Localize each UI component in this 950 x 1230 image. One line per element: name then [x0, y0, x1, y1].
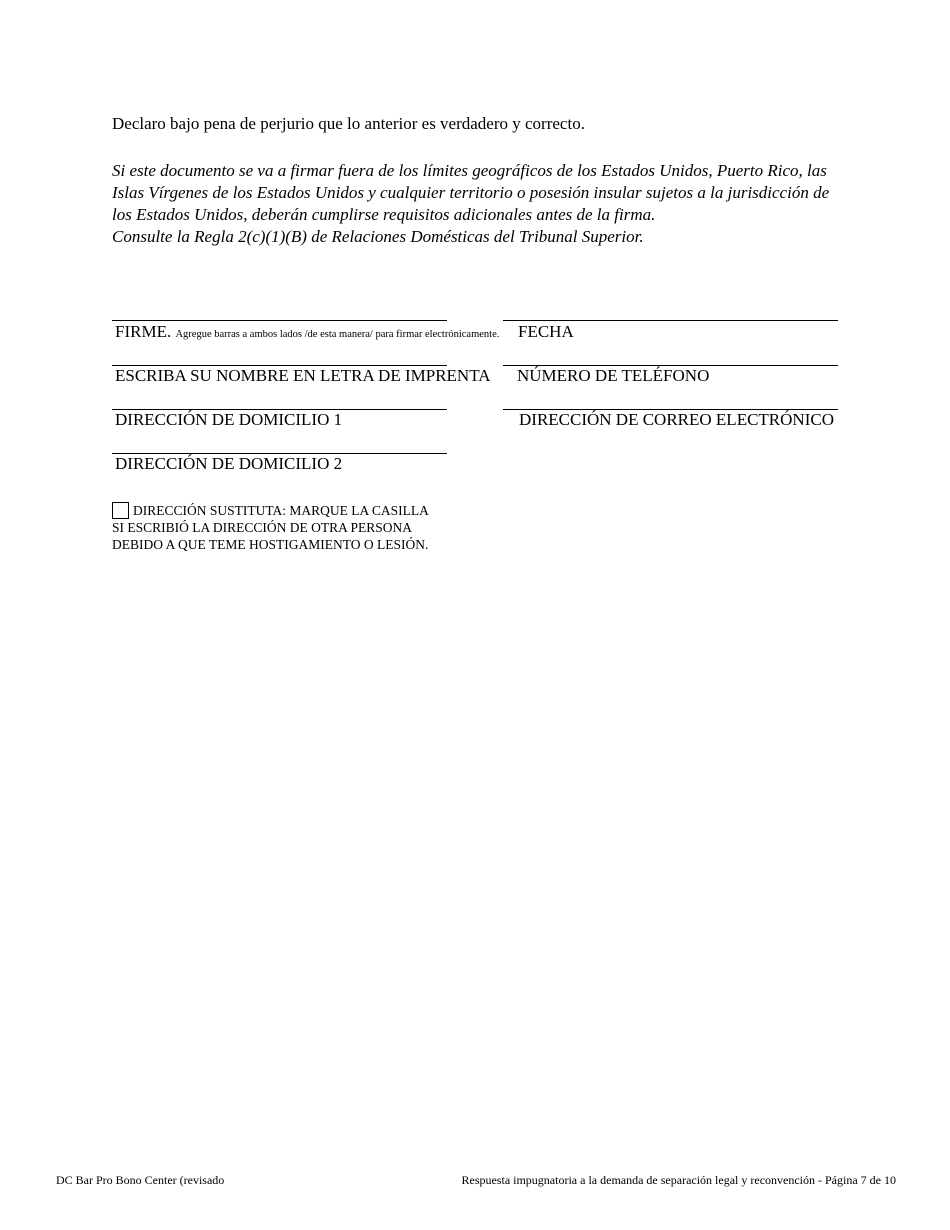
signature-label: FIRME.	[115, 322, 172, 341]
print-name-label: ESCRIBA SU NOMBRE EN LETRA DE IMPRENTA	[115, 366, 491, 385]
address2-label: DIRECCIÓN DE DOMICILIO 2	[115, 454, 343, 473]
signature-line[interactable]	[112, 320, 447, 321]
signing-notice-paragraph: Si este documento se va a firmar fuera de los límites geográficos de los Estados Unidos, Puerto Rico, las Islas Vírgenes de los Estados Unidos y cualquier territorio o posesión insular sujetos a la jurisdicción de los Estados Unidos, deberán cumplirse requisitos adicionales antes de la firma.	[112, 161, 830, 224]
date-label: FECHA	[518, 322, 574, 341]
footer-left: DC Bar Pro Bono Center (revisado	[56, 1173, 225, 1187]
email-label: DIRECCIÓN DE CORREO ELECTRÓNICO	[519, 410, 834, 429]
address1-label: DIRECCIÓN DE DOMICILIO 1	[115, 410, 343, 429]
signing-notice-reference: Consulte la Regla 2(c)(1)(B) de Relaciones Domésticas del Tribunal Superior.	[112, 227, 644, 246]
date-line[interactable]	[503, 320, 838, 321]
footer-right: Respuesta impugnatoria a la demanda de separación legal y reconvención - Página 7 de 10	[461, 1173, 896, 1187]
signature-field-label	[115, 322, 499, 345]
phone-label: NÚMERO DE TELÉFONO	[517, 366, 710, 385]
signature-hint: Agregue barras a ambos lados /de esta manera/ para firmar electrónicamente.	[175, 329, 500, 340]
signing-notice	[112, 160, 852, 248]
perjury-declaration: Declaro bajo pena de perjurio que lo anterior es verdadero y correcto.	[112, 114, 585, 133]
substitute-address-checkbox[interactable]	[112, 502, 129, 519]
substitute-address-text: DIRECCIÓN SUSTITUTA: MARQUE LA CASILLA SI ESCRIBIÓ LA DIRECCIÓN DE OTRA PERSONA DEBIDO A QUE TEME HOSTIGAMIENTO O LESIÓN.	[112, 503, 429, 552]
